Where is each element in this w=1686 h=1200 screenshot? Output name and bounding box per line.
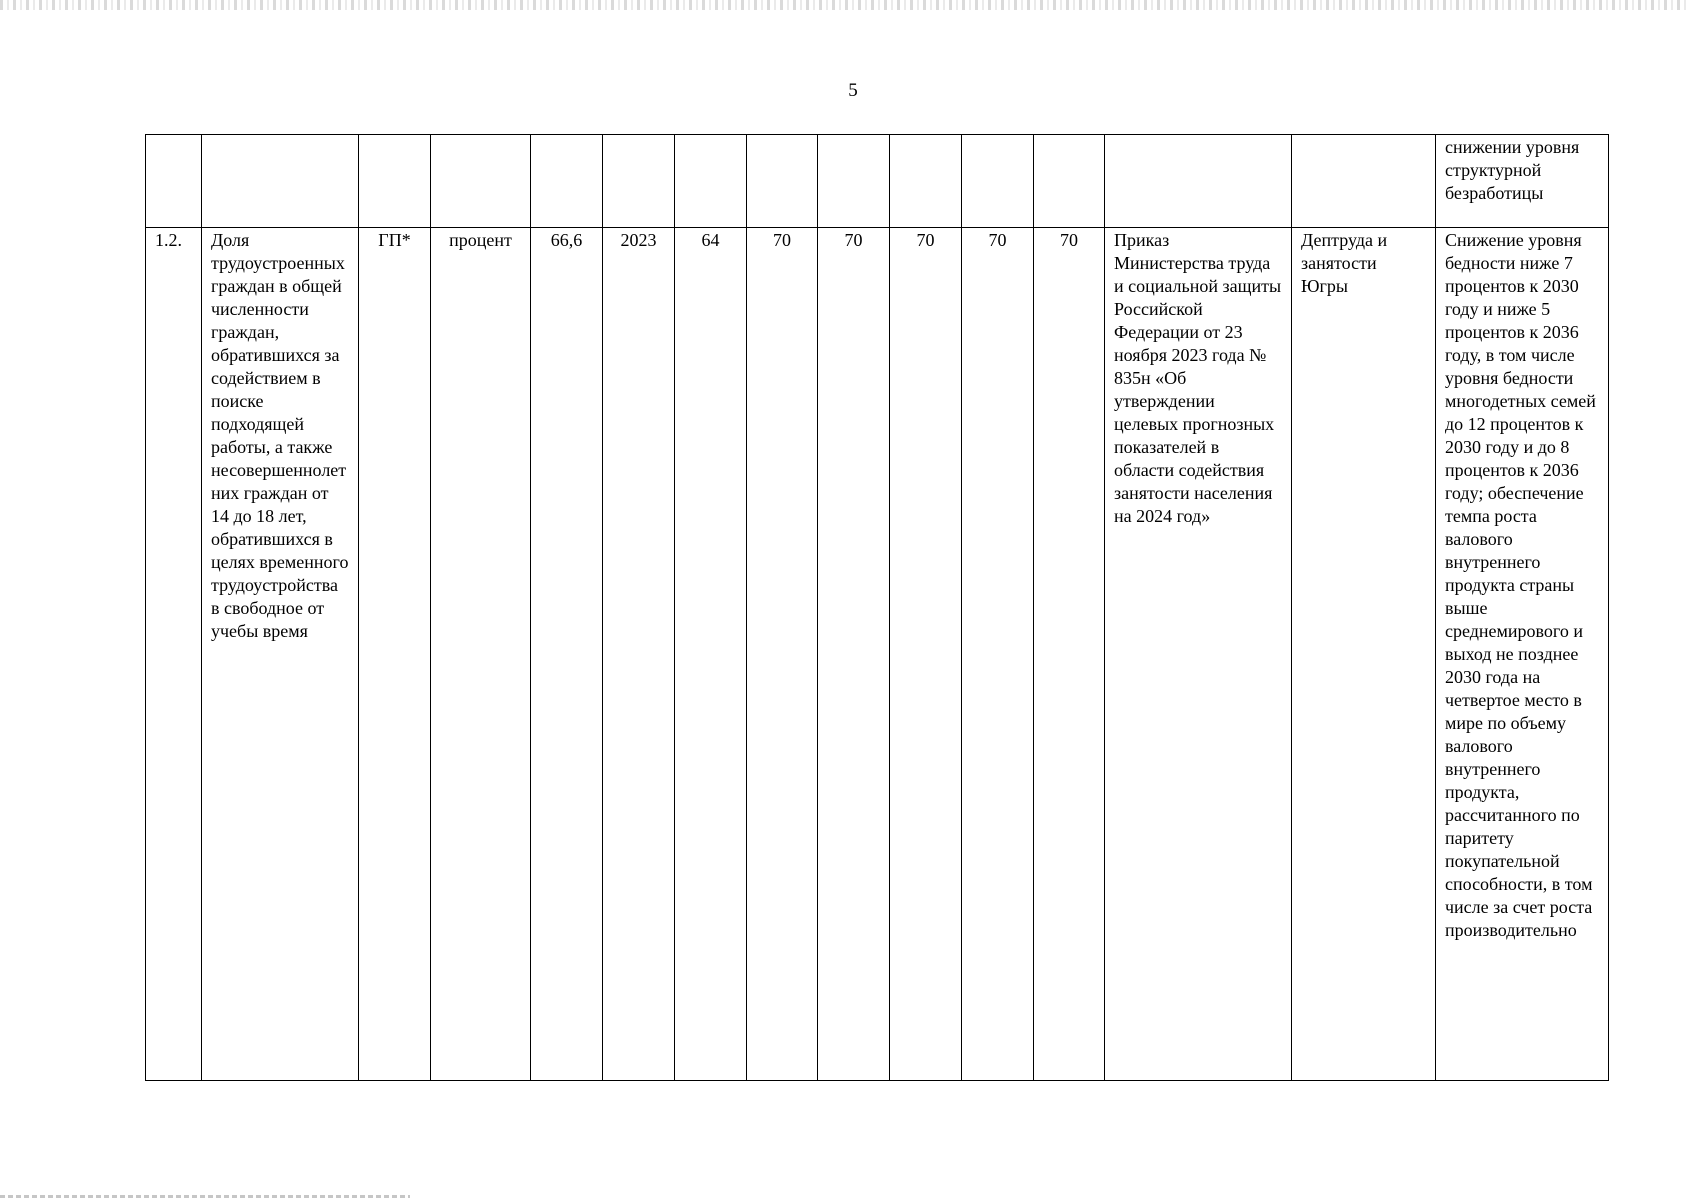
cell-value: 70 xyxy=(1034,228,1105,1081)
cell-value: 70 xyxy=(890,228,962,1081)
table-row xyxy=(146,228,1609,1081)
cell-empty xyxy=(531,135,603,228)
cell-empty xyxy=(359,135,431,228)
scan-edge-top xyxy=(0,0,1686,10)
cell-empty xyxy=(202,135,359,228)
cell-empty xyxy=(1292,135,1436,228)
cell-value: 70 xyxy=(962,228,1034,1081)
cell-value: 70 xyxy=(747,228,818,1081)
cell-empty xyxy=(431,135,531,228)
cell-empty xyxy=(675,135,747,228)
cell-empty xyxy=(1105,135,1292,228)
cell-base-value: 66,6 xyxy=(531,228,603,1081)
cell-effect-continuation: снижении уровня структурной безработицы xyxy=(1436,135,1609,228)
cell-empty xyxy=(890,135,962,228)
cell-empty xyxy=(818,135,890,228)
cell-empty xyxy=(747,135,818,228)
cell-value: 70 xyxy=(818,228,890,1081)
cell-document: Приказ Министерства труда и социальной защиты Российской Федерации от 23 ноября 2023 года № 835н «Об утверждении целевых прогнозных показателей в области содействия занятости населения на 2024 год» xyxy=(1105,228,1292,1081)
cell-responsible: Дептруда и занятости Югры xyxy=(1292,228,1436,1081)
indicators-table xyxy=(145,134,1609,1081)
page-number: 5 xyxy=(848,80,858,101)
cell-empty xyxy=(146,135,202,228)
cell-effect: Снижение уровня бедности ниже 7 процентов к 2030 году и ниже 5 процентов к 2036 году, в том числе уровня бедности многодетных семей до 12 процентов к 2030 году и до 8 процентов к 2036 году; обеспечение темпа роста валового внутреннего продукта страны выше среднемирового и выход не позднее 2030 года на четвертое место в мире по объему валового внутреннего продукта, рассчитанного по паритету покупательной способности, в том числе за счет роста производительно xyxy=(1436,228,1609,1081)
cell-empty xyxy=(603,135,675,228)
cell-base-year: 2023 xyxy=(603,228,675,1081)
table-row-continuation xyxy=(146,135,1609,228)
cell-empty xyxy=(1034,135,1105,228)
cell-number: 1.2. xyxy=(146,228,202,1081)
cell-indicator-name: Доля трудоустроенных граждан в общей численности граждан, обратившихся за содействием в поиске подходящей работы, а также несовершеннолетних граждан от 14 до 18 лет, обратившихся в целях временного трудоустройства в свободное от учебы время xyxy=(202,228,359,1081)
cell-level: ГП* xyxy=(359,228,431,1081)
cell-empty xyxy=(962,135,1034,228)
cell-unit: процент xyxy=(431,228,531,1081)
scan-edge-bottom xyxy=(0,1195,410,1198)
cell-value: 64 xyxy=(675,228,747,1081)
